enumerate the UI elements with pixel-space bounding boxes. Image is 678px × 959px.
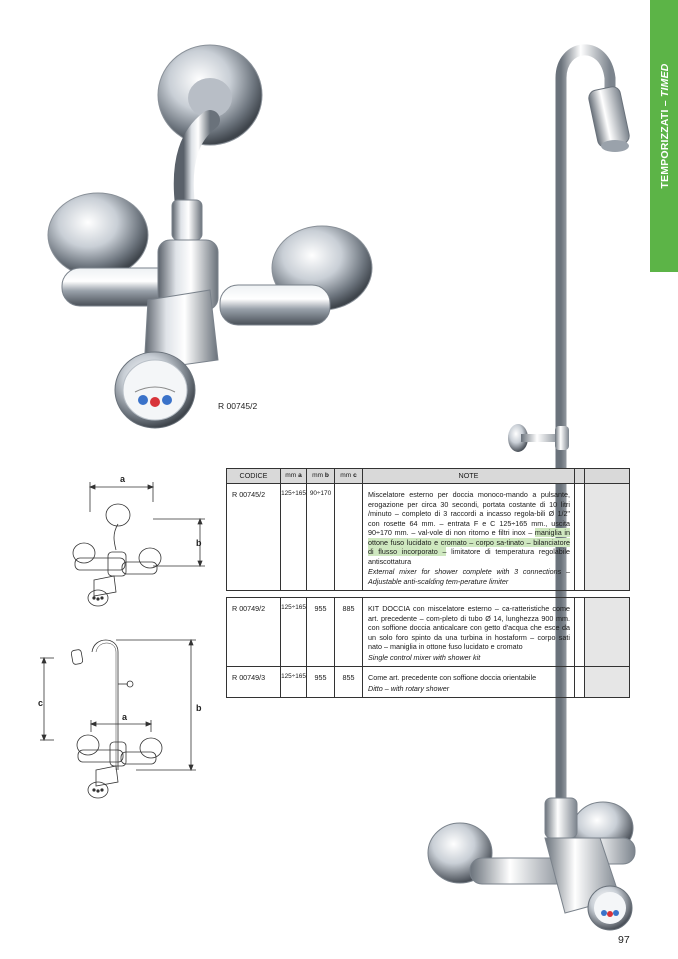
- dim-label-b: b: [196, 538, 202, 548]
- cell-b: 955: [307, 667, 335, 697]
- cell-code: R 00749/2: [227, 598, 281, 666]
- cell-a: 125÷165: [281, 667, 307, 697]
- cell-code: R 00749/3: [227, 667, 281, 697]
- table-block-1: [226, 468, 630, 591]
- dim-label-a2: a: [122, 712, 128, 722]
- header-b: mm b: [307, 469, 335, 483]
- cell-note: Miscelatore esterno per doccia monoco-mando a pulsante, erogazione per circa 30 secondi, portata costante di 10 litri /minuto – completo di 3 raccordi a incasso regola-bili Ø 1/2" con rosette 64 mm. – entrata F e C 125÷165 mm., uscita 90÷170 mm. – val-vole di non ritorno e filtri inox – maniglia in ottone fuso lucidato e cromato – corpo sa-tinato – bilanciatore di flusso incorporato – limitatore di temperatura regolabile antiscottatura External mixer for shower complete with 3 connections – Adjustable anti-scalding tem-perature limiter: [363, 484, 575, 590]
- dimension-diagram-mixer: [60, 472, 220, 612]
- note-english: Ditto – with rotary shower: [368, 683, 450, 693]
- table-row: [227, 483, 629, 590]
- header-code: CODICE: [227, 469, 281, 483]
- header-a: mm a: [281, 469, 307, 483]
- cell-a: 125÷165: [281, 598, 307, 666]
- cell-c: 855: [335, 667, 363, 697]
- spec-table: [226, 468, 630, 698]
- table-block-2: [226, 597, 630, 698]
- photo-caption: R 00745/2: [218, 401, 258, 411]
- cell-a: 125÷165: [281, 484, 307, 590]
- dim-label-b2: b: [196, 703, 202, 713]
- dimension-diagram-shower-kit: [36, 630, 216, 810]
- table-header-row: [227, 469, 629, 483]
- dim-label-c: c: [38, 698, 44, 708]
- note-english: External mixer for shower complete with 3 connections – Adjustable anti-scalding tem-perature limiter: [368, 567, 570, 586]
- table-row: [227, 598, 629, 666]
- header-c: mm c: [335, 469, 363, 483]
- cell-b: 90÷170: [307, 484, 335, 590]
- cell-code: R 00745/2: [227, 484, 281, 590]
- dim-label-a: a: [120, 474, 126, 484]
- cell-b: 955: [307, 598, 335, 666]
- section-tab-label: TEMPORIZZATI – TIMED: [659, 63, 671, 189]
- cell-note: Come art. precedente con soffione doccia orientabile Ditto – with rotary shower: [363, 667, 575, 697]
- cell-note: KIT DOCCIA con miscelatore esterno – ca-ratteristiche come art. precedente – com-pleto di tubo Ø 14, lunghezza 900 mm. con soffione doccia anticalcare con getto d'acqua che esce da un solo foro spinto da una turbina in hostaform – corpo sati nato – maniglia in ottone fuso lucidato e cromato Single control mixer with shower kit: [363, 598, 575, 666]
- mixer-photo: [40, 40, 380, 440]
- table-row: [227, 666, 629, 697]
- cell-c: 885: [335, 598, 363, 666]
- highlighted-text: maniglia in ottone fuso lucidato e cromato – corpo sa-tinato – bilanciatore di flusso incorporato –: [368, 528, 571, 556]
- header-note: NOTE: [363, 469, 575, 483]
- page-number: 97: [618, 934, 630, 946]
- note-english: Single control mixer with shower kit: [368, 652, 481, 662]
- cell-c: [335, 484, 363, 590]
